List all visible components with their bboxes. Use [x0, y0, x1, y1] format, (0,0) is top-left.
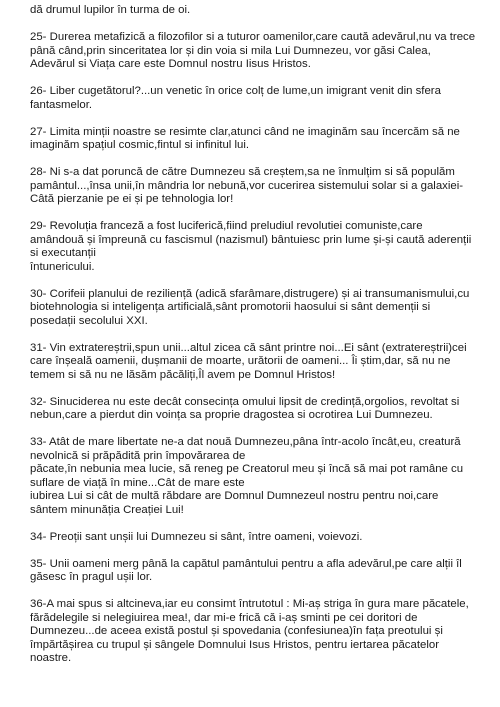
paragraph-35: 35- Unii oameni merg până la capătul pamântului pentru a afla adevărul,pe care alții îl găsesc în pragul ușii lor.: [30, 557, 462, 583]
paragraph-33: 33- Atât de mare libertate ne-a dat nouă Dumnezeu,pâna într-acolo încât,eu, creatură nevolnică si prăpădită prin împovărarea de păcate,în nebunia mea lucie, să reneg pe Creatorul meu și încă să mai pot ramâne cu suflare de viață în mine...Cât de mare este iubirea Lui si cât de multă răbdare are Domnul Dumnezeul nostru pentru noi,care sântem minunăția Creației Lui!: [30, 436, 464, 516]
paragraph-continuation: dă drumul lupilor în turma de oi.: [30, 4, 191, 16]
paragraph-26: 26- Liber cugetătorul?...un venetic în orice colț de lume,un imigrant venit din sfera fantasmelor.: [30, 85, 441, 111]
paragraph-27: 27- Limita minții noastre se resimte clar,atunci când ne imaginăm sau încercăm să ne imaginăm spațiul cosmic,fintul si infinitul lui.: [30, 125, 460, 151]
paragraph-29: 29- Revoluția franceză a fost luciferică,fiind preludiul revolutiei comuniste,care amândouă și împreună cu fascismul (nazismul) bântuiesc prin lume și-și caută aderenții si executanții întunericului.: [30, 220, 472, 273]
paragraph-30: 30- Corifeii planului de reziliență (adică sfarâmare,distrugere) și ai transumanismului,cu biotehnologia si inteligența artificială,sânt promotorii haosului si sânt demenții si posedații secolului XXI.: [30, 287, 470, 327]
paragraph-32: 32- Sinuciderea nu este decât consecința omului lipsit de credință,orgolios, revoltat si nebun,care a pierdut din voința sa proprie dragostea si ocrotirea Lui Dumnezeu.: [30, 395, 460, 421]
paragraph-28: 28- Ni s-a dat poruncă de către Dumnezeu să creștem,sa ne înmulțim si să populăm pamântul...,însa unii,în mândria lor nebună,vor cucerirea sistemului solar si a galaxiei-Câtă pierzanie pe ei și pe tehnologia lor!: [30, 166, 464, 205]
paragraph-31: 31- Vin extratereștrii,spun unii...altul zicea că sânt printre noi...Ei sânt (extratereștrii)cei care înșeală oamenii, dușmanii de moarte, urătorii de oameni... Îi știm,dar, să nu ne temem si să nu ne lăsăm păcăliți,Îl avem pe Domnul Hristos!: [30, 341, 467, 381]
paragraph-34: 34- Preoții sant unșii lui Dumnezeu si sânt, între oameni, voievozi.: [30, 530, 363, 543]
paragraph-36: 36-A mai spus si altcineva,iar eu consimt întrutotul : Mi-aș striga în gura mare păcatele, fărădelegile si nelegiuirea mea!, dar mi-e frică că i-aș sminti pe cei doritori de Dumnezeu...de aceea există postul și spovedania (confesiunea)în fața preotului și împărtășirea cu trupul și sângele Domnului Isus Hristos, pentru iertarea păcatelor noastre.: [30, 598, 469, 664]
paragraph-25: 25- Durerea metafizică a filozofilor si a tuturor oamenilor,care caută adevărul,nu va trece până când,prin sinceritatea lor și din voia si mila Lui Dumnezeu, vor găsi Calea, Adevărul si Viața care este Domnul nostru Iisus Hristos.: [30, 31, 476, 70]
